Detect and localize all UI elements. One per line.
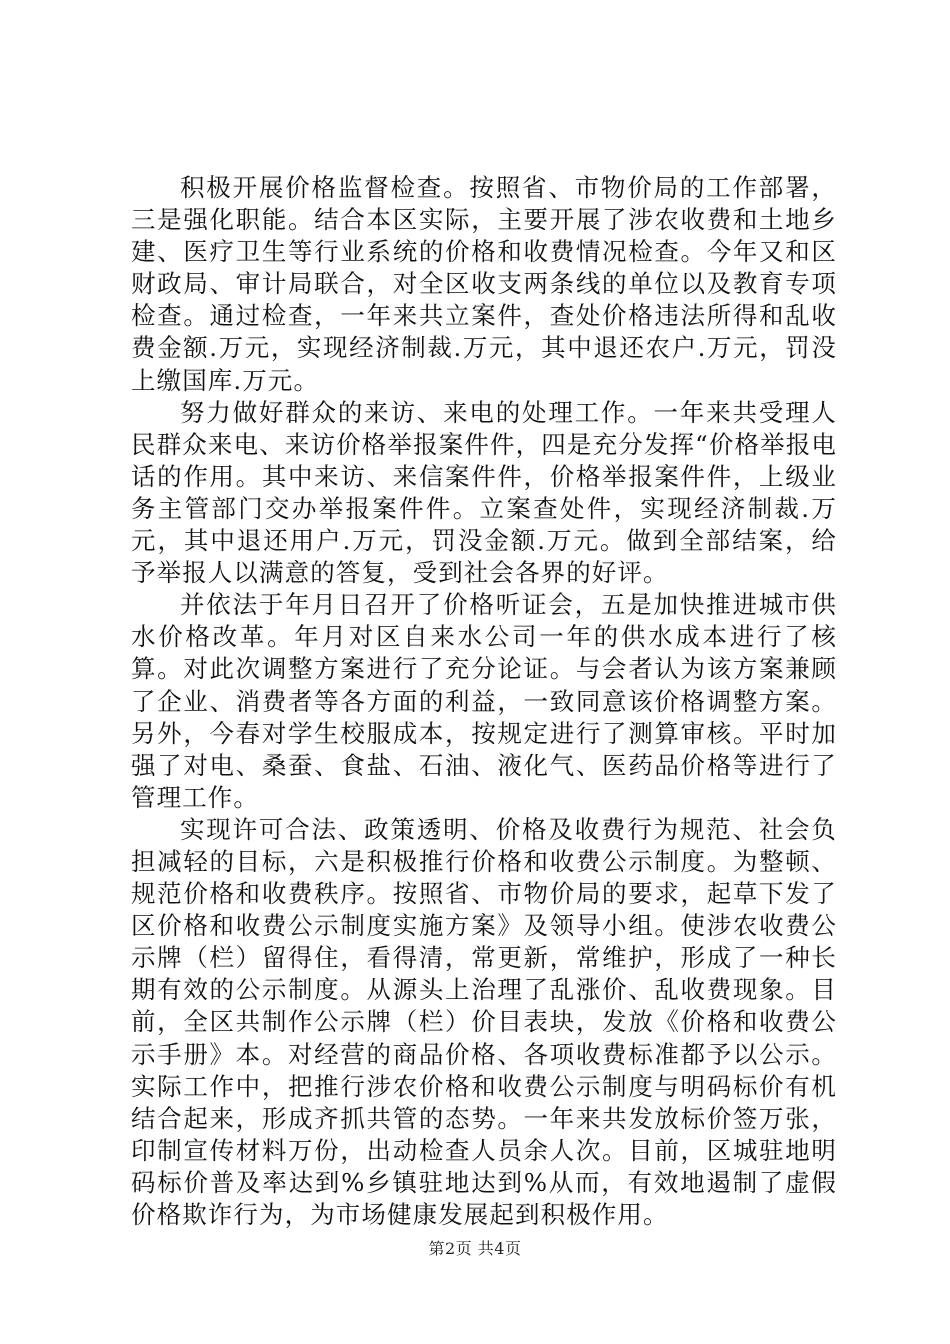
page-footer: 第2页 共4页	[428, 1239, 522, 1258]
document-body	[131, 172, 837, 1231]
paragraph-water-price-reform: 并依法于年月日召开了价格听证会，五是加快推进城市供水价格改革。年月对区自来水公司一年的供水成本进行了核算。对此次调整方案进行了充分论证。与会者认为该方案兼顾了企业、消费者等各方面的利益，一致同意该价格调整方案。另外，今春对学生校服成本，按规定进行了测算审核。平时加强了对电、桑蚕、食盐、石油、液化气、医药品价格等进行了管理工作。	[131, 590, 837, 812]
paragraph-price-inspection: 积极开展价格监督检查。按照省、市物价局的工作部署，三是强化职能。结合本区实际，主要开展了涉农收费和土地乡建、医疗卫生等行业系统的价格和收费情况检查。今年又和区财政局、审计局联合，对全区收支两条线的单位以及教育专项检查。通过检查，一年来共立案件，查处价格违法所得和乱收费金额.万元，实现经济制裁.万元，其中退还农户.万元，罚没上缴国库.万元。	[131, 173, 837, 395]
paragraph-fee-disclosure: 实现许可合法、政策透明、价格及收费行为规范、社会负担减轻的目标，六是积极推行价格和收费公示制度。为整顿、规范价格和收费秩序。按照省、市物价局的要求，起草下发了区价格和收费公示制度实施方案》及领导小组。使涉农收费公示牌（栏）留得住，看得清，常更新，常维护，形成了一种长期有效的公示制度。从源头上治理了乱涨价、乱收费现象。目前，全区共制作公示牌（栏）价目表块，发放《价格和收费公示手册》本。对经营的商品价格、各项收费标准都予以公示。实际工作中，把推行涉农价格和收费公示制度与明码标价有机结合起来，形成齐抓共管的态势。一年来共发放标价签万张，印制宣传材料万份，出动检查人员余人次。目前，区城驻地明码标价普及率达到%乡镇驻地达到%从而，有效地遏制了虚假价格欺诈行为，为市场健康发展起到积极作用。	[131, 814, 837, 1229]
paragraph-complaint-handling: 努力做好群众的来访、来电的处理工作。一年来共受理人民群众来电、来访价格举报案件件，四是充分发挥“价格举报电话的作用。其中来访、来信案件件，价格举报案件件，上级业务主管部门交办举报案件件。立案查处件，实现经济制裁.万元，其中退还用户.万元，罚没金额.万元。做到全部结案，给予举报人以满意的答复，受到社会各界的好评。	[131, 397, 837, 588]
